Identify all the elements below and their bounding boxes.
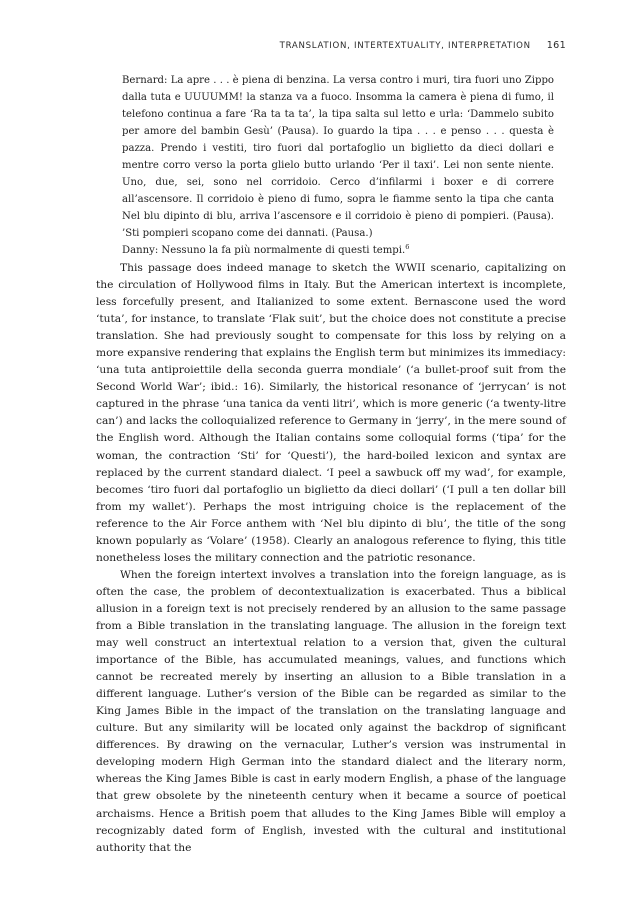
page-number: 161 [546, 40, 566, 51]
body-text [96, 259, 566, 856]
danny-line: Danny: Nessuno la fa più normalmente di questi tempi. [122, 245, 406, 257]
block-quote-extract [122, 72, 554, 260]
footnote-marker: 6 [405, 243, 410, 252]
body-paragraph-2: When the foreign intertext involves a translation into the foreign language, as is often the case, the problem of decontextualization is exacerbated. Thus a biblical allusion in a foreign text is not precisely rendered by an allusion to the same passage from a Bible translation in the translating language. The allusion in the foreign text may well construct an intertextual relation to a version that, given the cultural importance of the Bible, has accumulated meanings, values, and functions which cannot be recreated merely by inserting an allusion to a Bible translation in a different language. Luther’s version of the Bible can be regarded as similar to the King James Bible in the impact of the translation on the translating language and culture. But any similarity will be located only against the backdrop of significant differences. By drawing on the vernacular, Luther’s version was instrumental in developing modern High German into the standard dialect and the literary norm, whereas the King James Bible is cast in early modern English, a phase of the language that grew obsolete by the nineteenth century when it became a source of poetical archaisms. Hence a British poem that alludes to the King James Bible will employ a recognizably dated form of English, invested with the cultural and institutional authority that the [96, 567, 566, 854]
body-paragraph-1: This passage does indeed manage to sketch the WWII scenario, capitalizing on the circulation of Hollywood films in Italy. But the American intertext is incomplete, less forcefully present, and Italianized to some extent. Bernascone used the word ‘tuta’, for instance, to translate ‘Flak suit’, but the choice does not constitute a precise translation. She had previously sought to compensate for this loss by relying on a more expansive rendering that explains the English term but minimizes its immediacy: ‘una tuta antiproiettile della seconda guerra mondiale’ (‘a bullet-proof suit from the Second World War’; ibid.: 16). Similarly, the historical resonance of ‘jerrycan’ is not captured in the phrase ‘una tanica da venti litri’, which is more generic (‘a twenty-litre can’) and lacks the colloquialized reference to Germany in ‘jerry’, in the mere sound of the English word. Although the Italian contains some colloquial forms (‘tipa’ for the woman, the contraction ‘Sti’ for ‘Questi’), the hard-boiled lexicon and syntax are replaced by the current standard dialect. ‘I peel a sawbuck off my wad’, for example, becomes ‘tiro fuori dal portafoglio un biglietto da dieci dollari’ (‘I pull a ten dollar bill from my wallet’). Perhaps the most intriguing choice is the replacement of the reference to the Air Force anthem with ‘Nel blu dipinto di blu’, the title of the song known popularly as ‘Volare’ (1958). Clearly an analogous reference to flying, this title nonetheless loses the military connection and the patriotic resonance. [96, 261, 566, 564]
running-head [46, 40, 566, 51]
extract-bernard-speech: Bernard: La apre . . . è piena di benzina. La versa contro i muri, tira fuori uno Zippo dalla tuta e UUUUMM! la stanza va a fuoco. Insomma la camera è piena di fumo, il telefono continua a fare ‘Ra ta ta ta’, la tipa salta sul letto e urla: ‘Dammelo subito per amore del bambin Gesù’ (Pausa). Io guardo la tipa . . . e penso . . . questa è pazza. Prendo i vestiti, tiro fuori dal portafoglio un biglietto da dieci dollari e mentre corro verso la porta glielo butto urlando ‘Per il taxi’. Lei non sente niente. Uno, due, sei, sono nel corridoio. Cerco d’infilarmi i boxer e di correre all’ascensore. Il corridoio è pieno di fumo, sopra le fiamme sento la tipa che canta Nel blu dipinto di blu, arriva l’ascensore e il corridoio è pieno di pompieri. (Pausa). ’Sti pompieri scopano come dei dannati. (Pausa.) [122, 75, 554, 240]
running-title: TRANSLATION, INTERTEXTUALITY, INTERPRETATION [279, 41, 531, 51]
extract-danny-speech [122, 242, 554, 259]
